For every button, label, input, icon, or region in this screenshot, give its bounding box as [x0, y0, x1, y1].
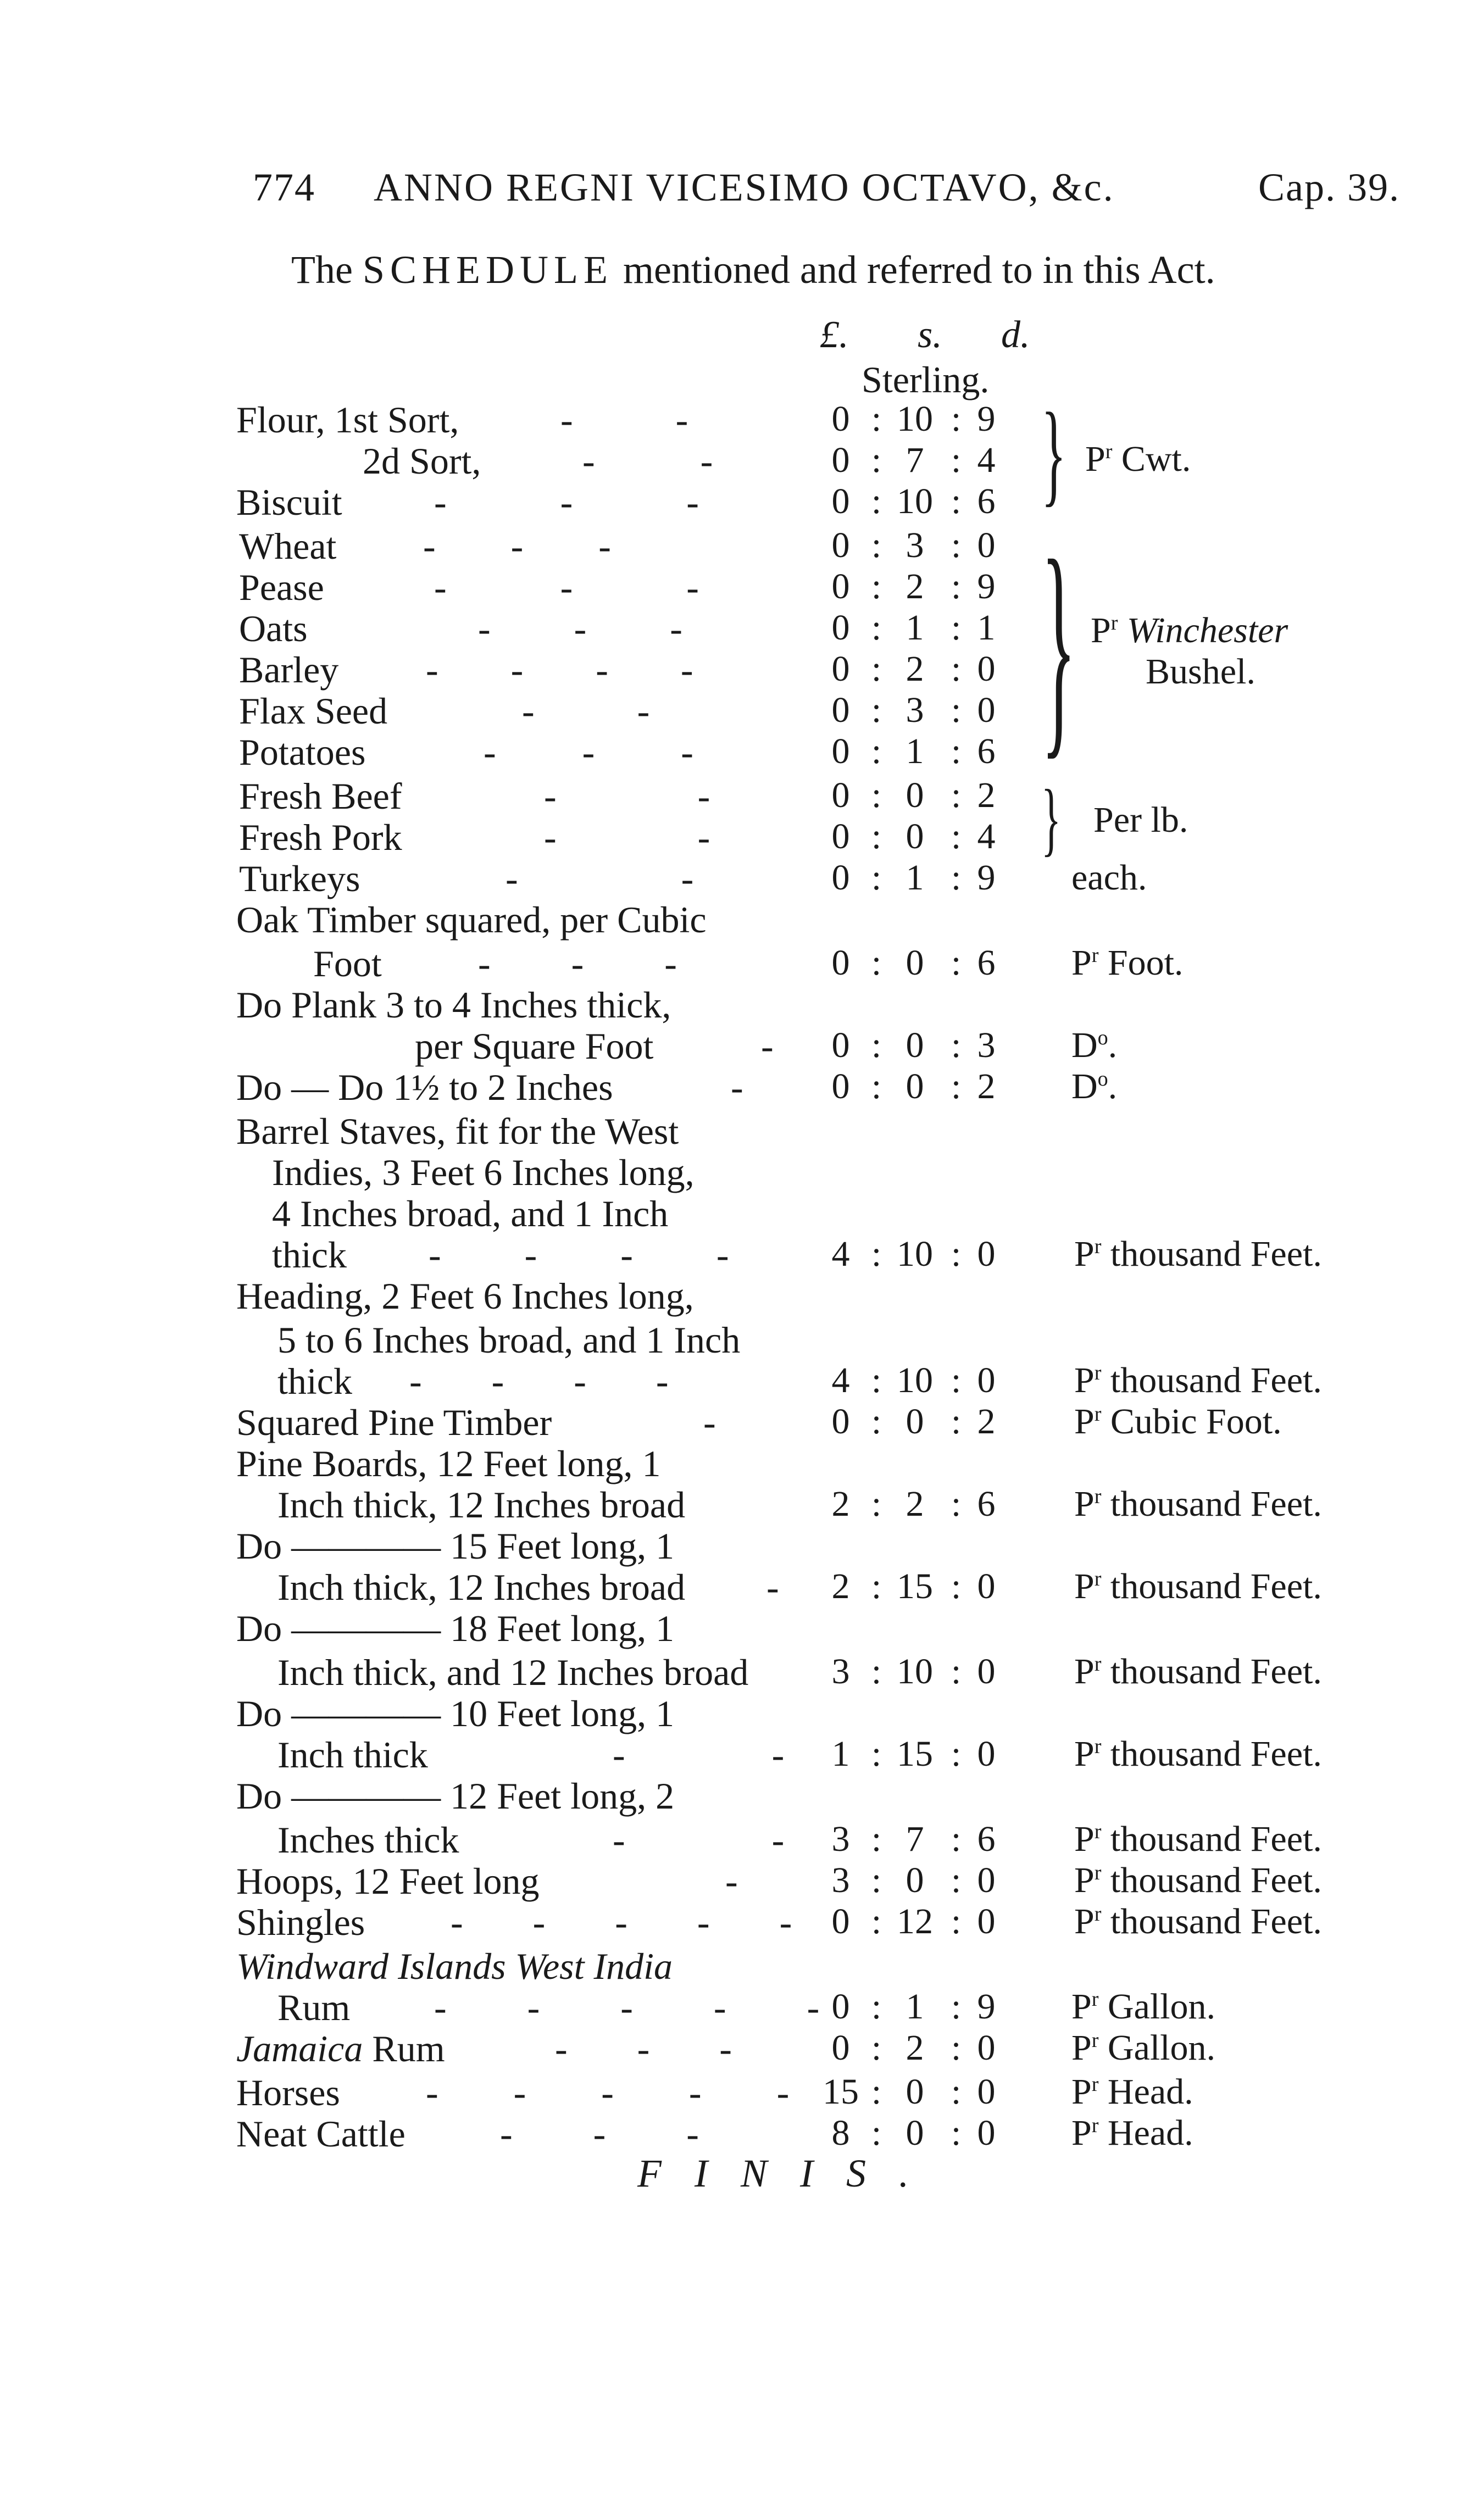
pounds-value: 0	[831, 731, 850, 771]
pence-value: 2	[977, 1066, 996, 1106]
separator: :	[951, 2072, 962, 2112]
pounds-value: 0	[831, 858, 850, 898]
table-row	[0, 689, 1483, 731]
schedule-heading-pre: The	[291, 248, 363, 292]
pounds-value: 1	[831, 1734, 850, 1774]
item-label: Inch thick, 12 Inches broad	[277, 1484, 686, 1526]
item-label: Flour, 1st Sort,	[236, 399, 459, 441]
pence-value: 6	[977, 943, 996, 983]
shillings-value: 10	[897, 481, 933, 521]
pence-value: 9	[977, 858, 996, 898]
unit-label: $P^r$ thousand Feet.	[1074, 1734, 1322, 1774]
separator: :	[951, 690, 962, 730]
separator: :	[951, 1360, 962, 1400]
pence-value: 0	[977, 1901, 996, 1942]
item-label: Inch thick	[277, 1734, 428, 1776]
pounds-value: 3	[831, 1819, 850, 1859]
unit-label: $P^r$ thousand Feet.	[1074, 1566, 1322, 1606]
item-label: Do ———— 15 Feet long, 1	[236, 1525, 675, 1567]
table-row	[0, 525, 1483, 566]
shillings-value: 1	[906, 858, 924, 898]
item-label: Do ———— 12 Feet long, 2	[236, 1775, 675, 1817]
table-row	[0, 1066, 1483, 1108]
item-label: Biscuit	[236, 481, 342, 523]
leader-dashes: - - - - -	[426, 2072, 790, 2113]
pounds-value: 0	[831, 943, 850, 983]
pounds-value: 0	[831, 775, 850, 815]
unit-label: $P^r$ thousand Feet.	[1074, 1651, 1322, 1692]
leader-dashes: - - -	[484, 731, 693, 773]
leader-dashes: - -	[522, 690, 650, 732]
item-label: Potatoes	[239, 731, 366, 773]
leader-dashes: - - -	[423, 525, 611, 567]
unit-label: $P^r$ Gallon.	[1071, 2028, 1216, 2068]
leader-dashes: - -	[544, 816, 710, 858]
table-row	[0, 775, 1483, 816]
shillings-value: 3	[906, 690, 924, 730]
separator: :	[871, 649, 882, 689]
separator: :	[951, 481, 962, 521]
unit-label: $P^r$ thousand Feet.	[1074, 1484, 1322, 1524]
separator: :	[871, 816, 882, 856]
item-label: Windward Islands West India	[236, 1945, 673, 1987]
separator: :	[951, 399, 962, 439]
leader-dashes: - - - -	[429, 1234, 729, 1276]
separator: :	[951, 816, 962, 856]
unit-label: $P^r$ Foot.	[1071, 943, 1184, 983]
pence-value: 0	[977, 525, 996, 565]
separator: :	[871, 1025, 882, 1065]
pounds-value: 0	[831, 1401, 850, 1442]
pence-value: 4	[977, 816, 996, 856]
pence-value: 6	[977, 481, 996, 521]
separator: :	[951, 1234, 962, 1274]
separator: :	[871, 690, 882, 730]
separator: :	[871, 1860, 882, 1900]
table-row	[0, 1233, 1483, 1275]
item-label: Fresh Beef	[239, 775, 402, 817]
shillings-value: 0	[906, 1025, 924, 1065]
separator: :	[951, 1651, 962, 1692]
separator: :	[871, 2028, 882, 2068]
table-row	[0, 1774, 1483, 1816]
separator: :	[871, 943, 882, 983]
item-label: Oak Timber squared, per Cubic	[236, 899, 707, 941]
table-row	[0, 2027, 1483, 2069]
item-label: Hoops, 12 Feet long	[236, 1860, 540, 1902]
separator: :	[871, 1360, 882, 1400]
shillings-value: 7	[906, 1819, 924, 1859]
separator: :	[871, 775, 882, 815]
separator: :	[951, 1860, 962, 1900]
unit-label: each.	[1071, 858, 1147, 898]
pounds-value: 0	[831, 399, 850, 439]
pounds-value: 3	[831, 1651, 850, 1692]
separator: :	[951, 440, 962, 480]
pence-value: 1	[977, 608, 996, 648]
item-label: Jamaica Rum	[236, 2028, 445, 2070]
shillings-value: 2	[906, 566, 924, 607]
schedule-heading	[291, 247, 1215, 293]
table-row	[0, 440, 1483, 481]
leader-dashes: -	[703, 1401, 716, 1443]
pence-value: 0	[977, 649, 996, 689]
unit-label: $P^r$ Head.	[1071, 2072, 1193, 2112]
table-row	[0, 1151, 1483, 1193]
table-row	[0, 2112, 1483, 2154]
table-row	[0, 648, 1483, 690]
pounds-value: 4	[831, 1360, 850, 1400]
unit-label: $P^r$ Head.	[1071, 2113, 1193, 2153]
item-label: Flax Seed	[239, 690, 388, 732]
table-row	[0, 1651, 1483, 1693]
pence-value: 0	[977, 1566, 996, 1606]
table-row	[0, 2071, 1483, 2113]
table-row	[0, 1319, 1483, 1360]
shillings-value: 15	[897, 1734, 933, 1774]
table-row	[0, 1733, 1483, 1775]
pence-value: 9	[977, 1987, 996, 2027]
separator: :	[871, 399, 882, 439]
separator: :	[951, 1484, 962, 1524]
pence-value: 6	[977, 1484, 996, 1524]
unit-label: $P^r$ thousand Feet.	[1074, 1901, 1322, 1942]
unit-label: $D^o$.	[1071, 1066, 1118, 1106]
separator: :	[951, 1025, 962, 1065]
item-label: thick	[272, 1234, 347, 1276]
pence-value: 6	[977, 1819, 996, 1859]
shillings-value: 0	[906, 1860, 924, 1900]
separator: :	[951, 2113, 962, 2153]
separator: :	[951, 1734, 962, 1774]
separator: :	[951, 1401, 962, 1442]
item-label-suffix: Rum	[363, 2028, 445, 2070]
shillings-value: 1	[906, 1987, 924, 2027]
item-label: Horses	[236, 2072, 340, 2113]
running-title: ANNO REGNI VICESIMO OCTAVO, &c.	[374, 165, 1115, 209]
separator: :	[951, 1566, 962, 1606]
shillings-value: 0	[906, 816, 924, 856]
leader-dashes: - - -	[434, 566, 699, 608]
pence-value: 0	[977, 690, 996, 730]
shillings-value: 7	[906, 440, 924, 480]
shillings-value: 10	[897, 399, 933, 439]
pounds-value: 0	[831, 2028, 850, 2068]
pence-value: 6	[977, 731, 996, 771]
shillings-value: 10	[897, 1360, 933, 1400]
table-row	[0, 1442, 1483, 1484]
pence-value: 0	[977, 1860, 996, 1900]
separator: :	[951, 731, 962, 771]
shillings-value: 0	[906, 943, 924, 983]
bushel-label-1: $P^r$ Winchester	[1091, 610, 1288, 650]
shillings-value: 2	[906, 1484, 924, 1524]
pounds-value: 0	[831, 481, 850, 521]
unit-label: $P^r$ thousand Feet.	[1074, 1360, 1322, 1400]
item-label: per Square Foot	[415, 1025, 654, 1067]
brace-cwt: }	[1041, 390, 1067, 517]
shillings-value: 1	[906, 731, 924, 771]
brace-bushel: }	[1041, 511, 1076, 779]
item-label: Barley	[239, 649, 339, 691]
item-label: Indies, 3 Feet 6 Inches long,	[272, 1151, 695, 1193]
separator: :	[871, 2113, 882, 2153]
leader-dashes: - - - -	[409, 1360, 669, 1402]
pounds-heading: £.	[820, 314, 849, 356]
separator: :	[871, 1066, 882, 1106]
item-label: Foot	[313, 943, 382, 984]
item-label: Turkeys	[239, 858, 360, 899]
leader-dashes: -	[725, 1860, 738, 1902]
table-row	[0, 1025, 1483, 1066]
pence-value: 2	[977, 1401, 996, 1442]
pence-value: 3	[977, 1025, 996, 1065]
pounds-value: 0	[831, 608, 850, 648]
item-label: Barrel Staves, fit for the West	[236, 1110, 679, 1152]
leader-dashes: - - -	[500, 2113, 699, 2155]
table-row	[0, 1360, 1483, 1401]
shillings-value: 10	[897, 1651, 933, 1692]
leader-dashes: - - - - -	[434, 1987, 820, 2028]
table-row	[0, 1607, 1483, 1649]
separator: :	[871, 608, 882, 648]
pounds-value: 3	[831, 1860, 850, 1900]
unit-label: $P^r$ Cubic Foot.	[1074, 1401, 1282, 1442]
finis: FINIS.	[637, 2151, 942, 2195]
separator: :	[871, 566, 882, 607]
item-label: Inch thick, and 12 Inches broad	[277, 1651, 749, 1693]
pounds-value: 2	[831, 1566, 850, 1606]
pounds-value: 0	[831, 1901, 850, 1942]
pence-value: 9	[977, 399, 996, 439]
pounds-value: 8	[831, 2113, 850, 2153]
item-label: Oats	[239, 608, 308, 649]
item-label: thick	[277, 1360, 352, 1402]
leader-dashes: - - -	[555, 2028, 732, 2070]
leader-dashes: - -	[582, 440, 713, 482]
leader-dashes: -	[767, 1566, 779, 1608]
shillings-value: 0	[906, 1401, 924, 1442]
pounds-value: 0	[831, 690, 850, 730]
leader-dashes: - -	[560, 399, 688, 441]
table-row	[0, 1192, 1483, 1234]
item-label: 5 to 6 Inches broad, and 1 Inch	[277, 1319, 741, 1361]
shillings-heading: s.	[918, 314, 942, 356]
table-row	[0, 1860, 1483, 1901]
separator: :	[871, 731, 882, 771]
item-label: Pease	[239, 566, 324, 608]
table-row	[0, 942, 1483, 984]
shillings-value: 0	[906, 2113, 924, 2153]
leader-dashes: -	[731, 1066, 743, 1108]
table-row	[0, 1525, 1483, 1566]
table-row	[0, 1901, 1483, 1943]
item-label: Wheat	[239, 525, 337, 567]
table-row	[0, 1401, 1483, 1443]
shillings-value: 12	[897, 1901, 933, 1942]
separator: :	[871, 1566, 882, 1606]
pence-value: 2	[977, 775, 996, 815]
item-label: Pine Boards, 12 Feet long, 1	[236, 1443, 661, 1484]
pence-value: 0	[977, 2072, 996, 2112]
leader-dashes: - - - -	[426, 649, 693, 691]
pence-heading: d.	[1001, 314, 1030, 356]
separator: :	[951, 943, 962, 983]
item-label: Do ———— 18 Feet long, 1	[236, 1607, 675, 1649]
leader-dashes: - -	[613, 1819, 785, 1861]
leader-dashes: - - - - -	[451, 1901, 792, 1943]
shillings-value: 0	[906, 1066, 924, 1106]
pounds-value: 0	[831, 1066, 850, 1106]
item-label: Inches thick	[277, 1819, 459, 1861]
table-row	[0, 816, 1483, 858]
cwt-label: $P^r$ Cwt.	[1085, 439, 1191, 479]
item-label: 4 Inches broad, and 1 Inch	[272, 1193, 669, 1234]
leader-dashes: - - -	[434, 481, 699, 523]
separator: :	[871, 525, 882, 565]
schedule-heading-word: SCHEDULE	[362, 248, 613, 292]
separator: :	[951, 608, 962, 648]
shillings-value: 3	[906, 525, 924, 565]
separator: :	[871, 1234, 882, 1274]
page-number: 774	[253, 165, 315, 209]
pounds-value: 0	[831, 566, 850, 607]
pence-value: 0	[977, 2028, 996, 2068]
pence-value: 0	[977, 1651, 996, 1692]
separator: :	[871, 1734, 882, 1774]
leader-dashes: - -	[544, 775, 710, 817]
shillings-value: 2	[906, 649, 924, 689]
table-row	[0, 1945, 1483, 1987]
pounds-value: 0	[831, 1025, 850, 1065]
item-label: 2d Sort,	[363, 440, 481, 482]
table-row	[0, 1818, 1483, 1860]
unit-label: $P^r$ thousand Feet.	[1074, 1819, 1322, 1859]
table-row	[0, 1692, 1483, 1734]
table-row	[0, 983, 1483, 1025]
leader-dashes: - - -	[478, 608, 682, 649]
brace-lb: }	[1041, 773, 1061, 864]
table-row	[0, 1110, 1483, 1151]
shillings-value: 0	[906, 775, 924, 815]
leader-dashes: -	[761, 1025, 774, 1067]
pence-value: 9	[977, 566, 996, 607]
shillings-value: 2	[906, 2028, 924, 2068]
pence-value: 4	[977, 440, 996, 480]
separator: :	[951, 1066, 962, 1106]
leader-dashes: - - -	[478, 943, 677, 984]
separator: :	[951, 525, 962, 565]
separator: :	[871, 1401, 882, 1442]
lb-label: Per lb.	[1093, 800, 1188, 840]
separator: :	[951, 649, 962, 689]
separator: :	[871, 1484, 882, 1524]
item-label: Do ———— 10 Feet long, 1	[236, 1693, 675, 1734]
separator: :	[871, 481, 882, 521]
pounds-value: 15	[823, 2072, 859, 2112]
pence-value: 0	[977, 1234, 996, 1274]
shillings-value: 0	[906, 2072, 924, 2112]
unit-label: $P^r$ thousand Feet.	[1074, 1860, 1322, 1900]
table-row	[0, 1483, 1483, 1525]
unit-label: $P^r$ Gallon.	[1071, 1987, 1216, 2027]
separator: :	[951, 566, 962, 607]
pounds-value: 0	[831, 1987, 850, 2027]
separator: :	[951, 1901, 962, 1942]
table-row	[0, 731, 1483, 772]
table-row	[0, 1566, 1483, 1607]
pence-value: 0	[977, 1734, 996, 1774]
pounds-value: 0	[831, 649, 850, 689]
table-row	[0, 398, 1483, 440]
separator: :	[871, 1901, 882, 1942]
item-label: Inch thick, 12 Inches broad	[277, 1566, 686, 1608]
separator: :	[951, 1987, 962, 2027]
separator: :	[871, 440, 882, 480]
pounds-value: 2	[831, 1484, 850, 1524]
sterling-heading: Sterling.	[862, 359, 990, 400]
table-row	[0, 1275, 1483, 1316]
separator: :	[871, 2072, 882, 2112]
leader-dashes: - -	[506, 858, 694, 899]
table-row	[0, 566, 1483, 608]
item-label: Do — Do 1½ to 2 Inches	[236, 1066, 613, 1108]
separator: :	[871, 858, 882, 898]
pounds-value: 4	[831, 1234, 850, 1274]
shillings-value: 10	[897, 1234, 933, 1274]
item-label: Neat Cattle	[236, 2113, 406, 2155]
chapter-label: Cap. 39.	[1258, 165, 1400, 209]
item-label: Heading, 2 Feet 6 Inches long,	[236, 1275, 694, 1317]
item-label: Shingles	[236, 1901, 365, 1943]
schedule-heading-post: mentioned and referred to in this Act.	[613, 248, 1215, 292]
pence-value: 0	[977, 2113, 996, 2153]
table-row	[0, 857, 1483, 899]
separator: :	[951, 1819, 962, 1859]
table-row	[0, 1986, 1483, 2028]
separator: :	[951, 775, 962, 815]
unit-label: $P^r$ thousand Feet.	[1074, 1234, 1322, 1274]
shillings-value: 15	[897, 1566, 933, 1606]
table-row	[0, 481, 1483, 522]
bushel-label-2: Bushel.	[1146, 652, 1256, 692]
separator: :	[951, 2028, 962, 2068]
pounds-value: 0	[831, 816, 850, 856]
item-label: Squared Pine Timber	[236, 1401, 552, 1443]
item-label: Fresh Pork	[239, 816, 402, 858]
unit-label: $D^o$.	[1071, 1025, 1118, 1065]
pence-value: 0	[977, 1360, 996, 1400]
table-row	[0, 898, 1483, 940]
pounds-value: 0	[831, 525, 850, 565]
shillings-value: 1	[906, 608, 924, 648]
pounds-value: 0	[831, 440, 850, 480]
separator: :	[951, 858, 962, 898]
separator: :	[871, 1651, 882, 1692]
item-label: Do Plank 3 to 4 Inches thick,	[236, 984, 671, 1026]
separator: :	[871, 1819, 882, 1859]
item-label: Rum	[277, 1987, 351, 2028]
separator: :	[871, 1987, 882, 2027]
leader-dashes: - -	[613, 1734, 785, 1776]
